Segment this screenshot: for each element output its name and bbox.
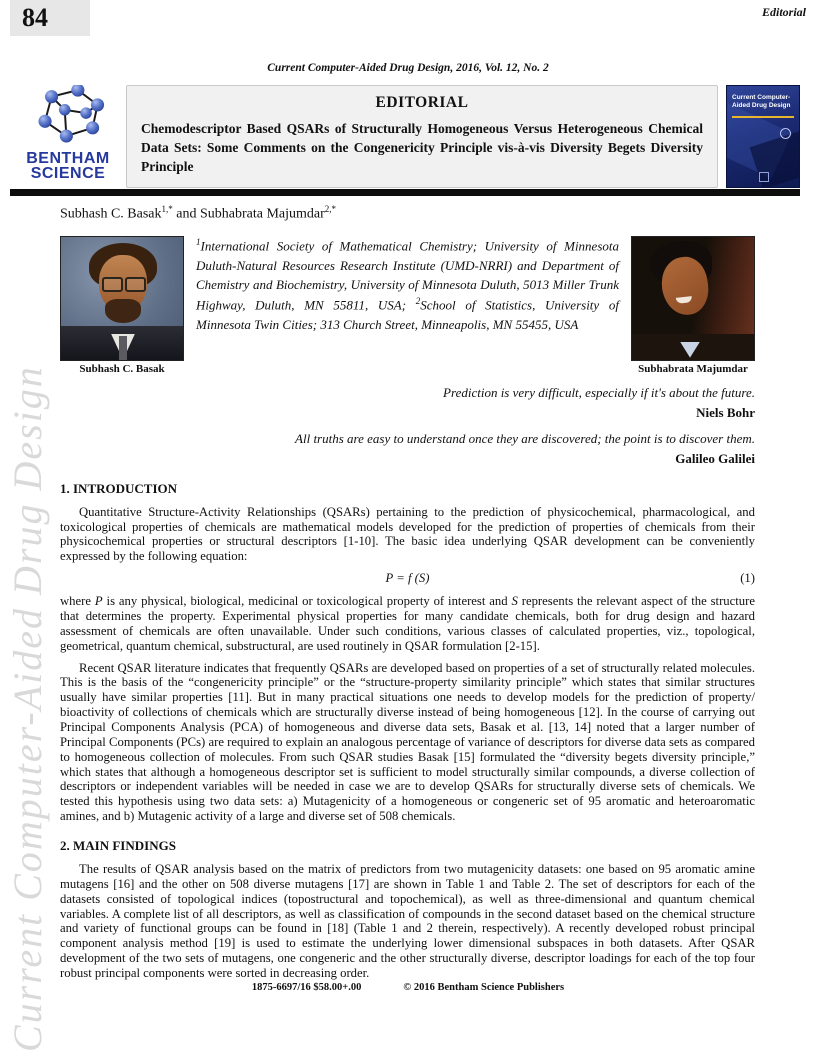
- publisher-name-line2: SCIENCE: [30, 165, 106, 183]
- copyright-line: © 2016 Bentham Science Publishers: [403, 982, 565, 993]
- article-body: [60, 204, 755, 988]
- affiliation-1: International Society of Mathematical Chemistry; University of Minnesota Duluth-Natural Resources Research Institute (UMD-NRRI) and Department of Chemistry and Biochemistry, University of Minnesota Duluth, 5013 Miller Trunk Highway, Duluth, MN 55811, USA;: [196, 237, 619, 313]
- publisher-name-line1: BENTHAM: [26, 150, 110, 167]
- affiliation-sup-2: 2: [415, 296, 421, 307]
- masthead: [18, 85, 800, 188]
- author-1-photo-block: [60, 236, 184, 375]
- molecule-icon: [18, 85, 118, 151]
- equation-number: (1): [740, 571, 755, 586]
- quote-author: Galileo Galilei: [675, 450, 755, 466]
- author-2: Subhabrata Majumdar: [199, 206, 325, 222]
- journal-cover-thumbnail: [726, 85, 800, 188]
- portrait-glasses: [102, 277, 123, 292]
- author-2-affmark: 2,*: [324, 204, 337, 214]
- section-heading-introduction: 1. INTRODUCTION: [60, 480, 178, 496]
- publisher-logo: [18, 85, 118, 188]
- quote-text: Prediction is very difficult, especially if it's about the future.: [443, 384, 755, 400]
- intro-paragraph-1: Quantitative Structure-Activity Relationships (QSARs) pertaining to the prediction of physicochemical, pharmacological, and toxicological properties of chemicals are mathematical models developed for the prediction of properties of chemicals from their physicochemical properties or structural descriptors [1-10]. The basic idea underlying QSAR development can be conveniently expressed by the following equation:: [60, 504, 755, 564]
- portrait-glasses: [125, 277, 146, 292]
- article-type-label: EDITORIAL: [375, 94, 469, 111]
- author-joiner: and: [172, 206, 200, 222]
- author-1: Subhash C. Basak: [60, 206, 162, 222]
- article-header-box: [126, 85, 718, 188]
- affiliation-2: School of Statistics, University of Minnesota Twin Cities; 313 Church Street, Minneapolis, MN 55455, USA: [196, 297, 619, 333]
- equation-1: [60, 571, 755, 586]
- author-2-photo-block: [631, 236, 755, 375]
- text-run: is any physical, biological, medicinal or toxicological property of interest and: [102, 594, 512, 609]
- running-head: Editorial: [761, 5, 806, 19]
- author-1-affmark: 1,*: [161, 204, 173, 214]
- intro-paragraph-3: Recent QSAR literature indicates that frequently QSARs are developed based on properties of a set of structurally related molecules. This is the basis of the “congenericity principle” or the “structure-property similarity principle” which states that similar structures usually have similar properties [11]. But in many practical situations one needs to develop models for the prediction of property/ bioactivity of collections of chemicals which are structurally diverse instead of being homogeneous [12]. In the course of carrying out Principal Components Analysis (PCA) of homogeneous and diverse data sets, Basak et al. [13, 14] noted that a larger number of Principal Components (PCs) are required to explain an analogous percentage of variance of descriptors for diverse data sets as compared to homogeneous collection of molecules. From such QSAR studies Basak [15] formulated the “diversity begets diversity principle,” which states that although a homogeneous descriptor set is sufficient to model structurally similar compounds, a diverse collection of descriptors or independent variables will be needed in case we are to develop QSARs for structurally diverse sets of chemicals. We tested this hypothesis using two data sets: a) Mutagenicity of a homogeneous or congeneric set of 95 aromatic and heteroaromatic amines, and b) Mutagenic activity of a large and diverse set of 508 chemicals.: [60, 660, 755, 824]
- cover-publisher-mark: [759, 172, 769, 182]
- page-number: 84: [10, 0, 90, 36]
- authors-media-row: [60, 236, 755, 375]
- header-divider-bar: [10, 189, 800, 196]
- author-1-portrait-photo: [60, 236, 184, 361]
- issn-price: 1875-6697/16 $58.00+.00: [251, 982, 362, 993]
- quote-author: Niels Bohr: [696, 404, 755, 420]
- quote-text: All truths are easy to understand once they are discovered; the point is to discover them.: [295, 430, 755, 446]
- text-run: represents the relevant aspect of the structure that determines the property. Experimental physical properties for many candidate chemicals, both for drug design and hazard assessment of chemicals are often unavailable. Under such conditions, various classes of calculated properties, viz., topological, geometrical, quantum chemical, substructural, are used routinely in QSAR formulation [2-15].: [60, 594, 755, 653]
- journal-citation-line: Current Computer-Aided Drug Design, 2016, Vol. 12, No. 2: [267, 62, 549, 74]
- text-run: where: [60, 594, 95, 609]
- cover-title: Current Computer-Aided Drug Design: [732, 94, 791, 110]
- affiliation-text: [192, 236, 623, 375]
- variable-s: S: [511, 594, 518, 609]
- cover-emblem-icon: [780, 128, 791, 139]
- epigraph-quotes: [60, 385, 755, 467]
- intro-paragraph-2: [60, 594, 755, 653]
- portrait-tie: [119, 336, 127, 360]
- article-title: Chemodescriptor Based QSARs of Structurally Homogeneous Versus Heterogeneous Chemical Data Sets: Some Comments on the Congenericity Principle vis-à-vis Diversity Begets Diversity Principle: [141, 121, 703, 175]
- findings-paragraph-1: The results of QSAR analysis based on the matrix of predictors from two mutagenicity datasets: one based on 95 aromatic amine mutagens [16] and the other on 508 diverse mutagens [17] are shown in Table 1 and Table 2. The set of descriptors for each of the datasets consisted of topological indices (topostructural and topochemical), as well as three-dimensional and quantum chemical variables. A complete list of all descriptors, as well as classification of compounds in the second dataset based on the chemical structure and variety of functional groups can be found in [18] (Table 1 and 2 therein, respectively). A recently developed robust principal component analysis method [19] is used to estimate the underlying lower dimensional subspaces in both datasets. After QSAR development of the two sets of mutagens, one congeneric and the other structurally diverse, descriptor loadings for each of the top four robust principal components were sorted in decreasing order.: [60, 861, 755, 980]
- author-line: [60, 204, 755, 223]
- affiliation-sup-1: 1: [196, 236, 201, 247]
- variable-p: P: [94, 594, 103, 609]
- page-footer: [0, 982, 816, 993]
- equation-formula: P = f (S): [385, 571, 430, 586]
- portrait-beard: [105, 299, 141, 323]
- section-heading-main-findings: 2. MAIN FINDINGS: [60, 837, 176, 853]
- cover-accent-rule: [732, 116, 794, 118]
- journal-watermark: Current Computer-Aided Drug Design: [5, 365, 50, 1052]
- author-2-caption: Subhabrata Majumdar: [638, 362, 748, 375]
- author-1-caption: Subhash C. Basak: [79, 362, 165, 375]
- author-2-portrait-photo: [631, 236, 755, 361]
